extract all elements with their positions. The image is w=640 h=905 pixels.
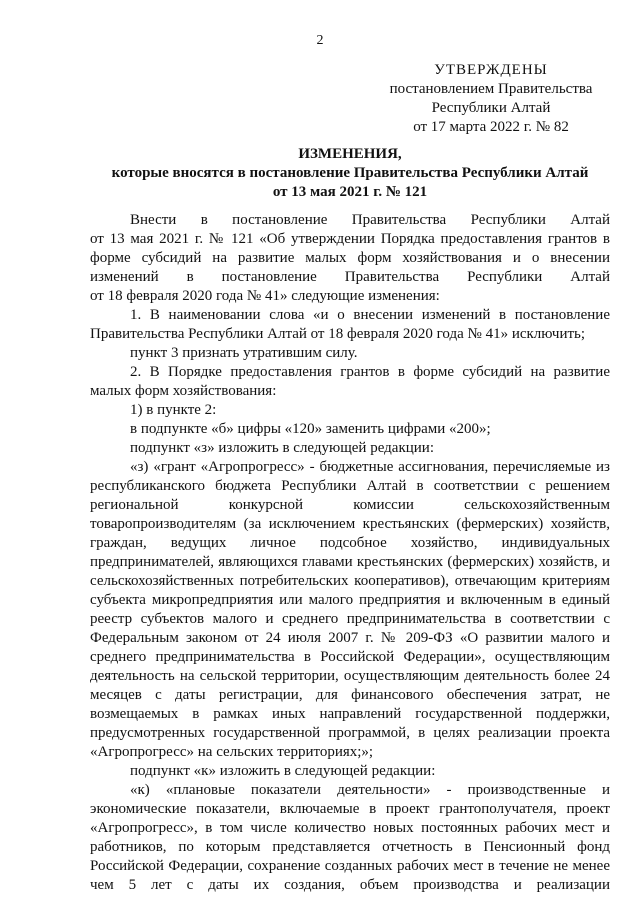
intro-paragraph-line1: Внести в постановление Правительства Республики Алтай <box>130 212 610 228</box>
item-2-subitem-z-text: «з) «грант «Агропрогресс» - бюджетные ассигнования, перечисляемые из республиканского бюджета Республики Алтай в соответствии с решением региональной конкурсной комиссии сельскохозяйственным товаропроизводителям (за исключением крестьянских (фермерских) хозяйств, граждан, ведущих личное подсобное хозяйство, индивидуальных предпринимателей, являющихся главами крестьянских (фермерских) хозяйств, и сельскохозяйственных потребительских кооперативов), отвечающим критериям субъекта микропредприятия или малого предприятия и включенным в единый реестр субъектов малого и среднего предпринимательства в соответствии с Федеральным законом от 24 июля 2007 г. № 209-ФЗ «О развитии малого и среднего предпринимательства в Российской Федерации», осуществляющим деятельность на сельской территории, осуществляющим деятельность более 24 месяцев с даты регистрации, для финансового обеспечения затрат, не возмещаемых в рамках иных направлений государственной поддержки, предусмотренных государственной программой, в целях реализации проекта «Агропрогресс» на сельских территориях;»; <box>90 459 610 760</box>
approval-title: УТВЕРЖДЕНЫ <box>434 62 548 78</box>
approval-line: Республики Алтай <box>431 100 551 116</box>
item-2-subitem-z-intro: подпункт «з» изложить в следующей редакции: <box>130 440 434 456</box>
approval-block <box>372 61 610 137</box>
document-heading <box>90 145 610 202</box>
item-2-subitem-b: в подпункте «б» цифры «120» заменить цифрами «200»; <box>130 421 491 437</box>
approval-date: от 17 марта 2022 г. № 82 <box>413 119 569 135</box>
item-1-paragraph: 1. В наименовании слова «и о внесении изменений в постановление Правительства Республики Алтай от 18 февраля 2020 года № 41» исключить; <box>90 307 610 342</box>
item-2-subitem-1: 1) в пункте 2: <box>130 402 217 418</box>
page-number: 2 <box>316 33 324 48</box>
item-2-subitem-k-intro: подпункт «к» изложить в следующей редакции: <box>130 763 436 779</box>
heading-subtitle: которые вносятся в постановление Правительства Республики Алтай <box>111 165 589 181</box>
intro-paragraph-end: от 18 февраля 2020 года № 41» следующие изменения: <box>90 288 440 304</box>
item-1-point-3: пункт 3 признать утратившим силу. <box>130 345 358 361</box>
item-2-subitem-k-text: «к) «плановые показатели деятельности» - производственные и экономические показатели, включаемые в проект грантополучателя, проект «Агропрогресс», в том числе количество новых постоянных рабочих мест и работников, по которым представляется отчетность в Пенсионный фонд Российской Федерации, сохранение созданных рабочих мест в течение не менее чем 5 лет с даты их создания, объем производства и реализации <box>90 782 610 893</box>
intro-paragraph-body: от 13 мая 2021 г. № 121 «Об утверждении Порядка предоставления грантов в форме субсидий на развитие малых форм хозяйствования и о внесении изменений в постановление Правительства Республики Алтай <box>90 231 610 285</box>
heading-date: от 13 мая 2021 г. № 121 <box>272 184 428 200</box>
document-body <box>90 211 610 895</box>
approval-line: постановлением Правительства <box>389 81 593 97</box>
item-2-paragraph: 2. В Порядке предоставления грантов в форме субсидий на развитие малых форм хозяйствования: <box>90 364 610 399</box>
heading-title: ИЗМЕНЕНИЯ, <box>298 146 402 162</box>
